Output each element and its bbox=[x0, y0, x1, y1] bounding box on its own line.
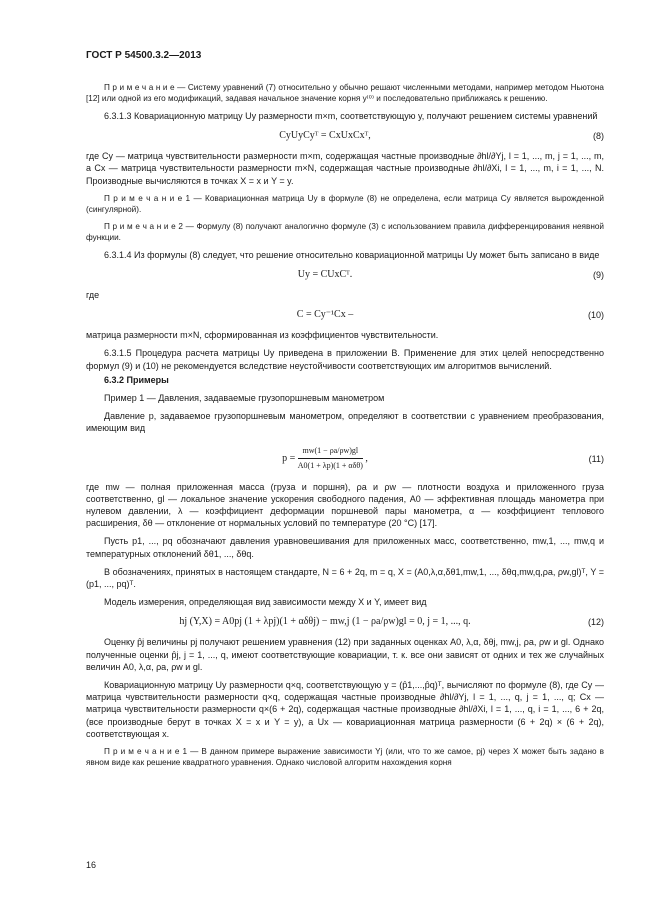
equation-number: (12) bbox=[587, 617, 604, 628]
paragraph: В обозначениях, принятых в настоящем стандарте, N = 6 + 2q, m = q, X = (A0,λ,α,δθ1,mw,1, ..., δθq,mw,q,ρa, ρw,gl)ᵀ, Y = (p1, ..., pq)ᵀ. bbox=[86, 566, 604, 590]
paragraph: 6.3.1.5 Процедура расчета матрицы Uy приведена в приложении В. Применение для этих целей непосредственно формул (9) и (10) не рекомендуется вследствие неустойчивости соответствующих им алгоритмов вычислений. bbox=[86, 348, 604, 371]
paragraph-continuation: где bbox=[86, 290, 100, 301]
note: П р и м е ч а н и е 2 — Формулу (8) получают аналогично формуле (3) с использованием правила дифференцирования неявной функции. bbox=[86, 221, 604, 242]
paragraph-continuation: матрица размерности m×N, сформированная из коэффициентов чувствительности. bbox=[86, 330, 439, 341]
equation-formula: CyUyCyᵀ = CxUxCxᵀ, bbox=[279, 130, 371, 142]
equation bbox=[86, 443, 604, 475]
equation-tail: , bbox=[362, 452, 368, 464]
fraction-denominator: A0(1 + λp)(1 + αδθ) bbox=[297, 461, 363, 471]
equation-number: (8) bbox=[593, 131, 604, 142]
equation-formula: hj (Y,X) = A0pj (1 + λpj)(1 + αδθj) − mw,j (1 − ρa/ρw)gl = 0, j = 1, ..., q. bbox=[179, 616, 471, 628]
equation bbox=[86, 267, 604, 283]
standard-header: ГОСТ Р 54500.3.2—2013 bbox=[86, 50, 202, 61]
section-heading: 6.3.2 Примеры bbox=[104, 374, 169, 385]
paragraph-continuation: где Cy — матрица чувствительности размерности m×m, содержащая частные производные ∂hl/∂Yj, l = 1, ..., m, j = 1, ..., m, а Cx — матрица чувствительности размерности m×N, содержащая частные производные ∂hl/∂Xi, l = 1, ..., m, i = 1, ..., N. Производные вычисляются в точках X = x и Y = y. bbox=[86, 151, 604, 186]
paragraph: Оценку p̂j величины pj получают решением уравнения (12) при заданных оценках A0, λ,α, δθj, mw,j, ρa, ρw и gl. Однако полученные оценки p̂j, j = 1, ..., q, имеют соответствующие ковариации, т. к. все они зависят от одних и тех же случайных величин A0, λ,α, ρa, ρw и gl. bbox=[86, 637, 604, 672]
fraction-numerator: mw(1 − ρa/ρw)gl bbox=[298, 445, 363, 459]
page-body bbox=[86, 76, 604, 768]
page-number: 16 bbox=[86, 860, 97, 870]
equation bbox=[86, 128, 604, 144]
note: П р и м е ч а н и е 1 — Ковариационная матрица Uy в формуле (8) не определена, если матрица Cy является вырожденной (сингулярной). bbox=[86, 193, 604, 214]
equation-number: (10) bbox=[587, 310, 604, 321]
equation-number: (11) bbox=[588, 453, 604, 464]
fraction bbox=[298, 445, 363, 472]
paragraph: Модель измерения, определяющая вид зависимости между X и Y, имеет вид bbox=[104, 597, 427, 608]
paragraph: Пример 1 — Давления, задаваемые грузопоршневым манометром bbox=[104, 393, 385, 404]
equation-formula bbox=[86, 445, 564, 472]
paragraph-continuation: где mw — полная приложенная масса (груза и поршня), ρa и ρw — плотности воздуха и приложенного груза соответственно, gl — локальное значение ускорения свободного падения, A0 — эффективная площадь манометра при нулевом давлении, λ — коэффициент деформации поршневой пары манометра, α — коэффициент теплового расширения, δθ — отклонение от нормальных условий по температуре (20 °C) [17]. bbox=[86, 481, 604, 529]
equation-number: (9) bbox=[593, 269, 604, 280]
equation bbox=[86, 614, 604, 630]
equation bbox=[86, 307, 604, 323]
paragraph: Пусть p1, ..., pq обозначают давления уравновешивания для приложенных масс, соответственно, mw,1, ..., mw,q и температурных отклонений δθ1, ..., δθq. bbox=[86, 536, 604, 559]
equation-formula: Uy = CUxCᵀ. bbox=[297, 268, 353, 280]
equation-formula: C = Cy⁻¹Cx – bbox=[296, 309, 354, 321]
paragraph: 6.3.1.4 Из формулы (8) следует, что решение относительно ковариационной матрицы Uy может быть записано в виде bbox=[104, 249, 600, 260]
paragraph: Давление p, задаваемое грузопоршневым манометром, определяют в соответствии с уравнением преобразования, имеющим вид bbox=[86, 411, 604, 434]
paragraph: 6.3.1.3 Ковариационную матрицу Uy размерности m×m, соответствующую y, получают решением системы уравнений bbox=[104, 111, 598, 121]
note: П р и м е ч а н и е — Систему уравнений (7) относительно y обычно решают численными методами, например методом Ньютона [12] или одной из его модификаций, задавая начальное значение корня y⁽⁰⁾ и последовательно приближаясь к решению. bbox=[86, 83, 604, 103]
paragraph: Ковариационную матрицу Uy размерности q×q, соответствующую y = (p̂1,...,p̂q)ᵀ, вычисляют по формуле (8), где Cy — матрица чувствительности размерности q×q, содержащая частные производные ∂hl/∂Yj, l = 1, ..., q, j = 1, ..., q; Cx — матрица чувствительности размерности q×(6 + 2q), содержащая частные производные ∂hl/∂Xi, l = 1, ..., q, i = 1, ..., 6 + 2q, (все производные берут в точках X = x и Y = y), а Ux — ковариационная матрица размерности (6 + 2q) × (6 + 2q), соответствующая x. bbox=[86, 680, 604, 739]
equation-lhs: p = bbox=[282, 452, 298, 464]
note: П р и м е ч а н и е 1 — В данном примере выражение зависимости Yj (или, что то же самое, pj) через X может быть задано в явном виде как решение квадратного уравнения. Однако числовой алгоритм нахождения корня bbox=[86, 747, 604, 768]
